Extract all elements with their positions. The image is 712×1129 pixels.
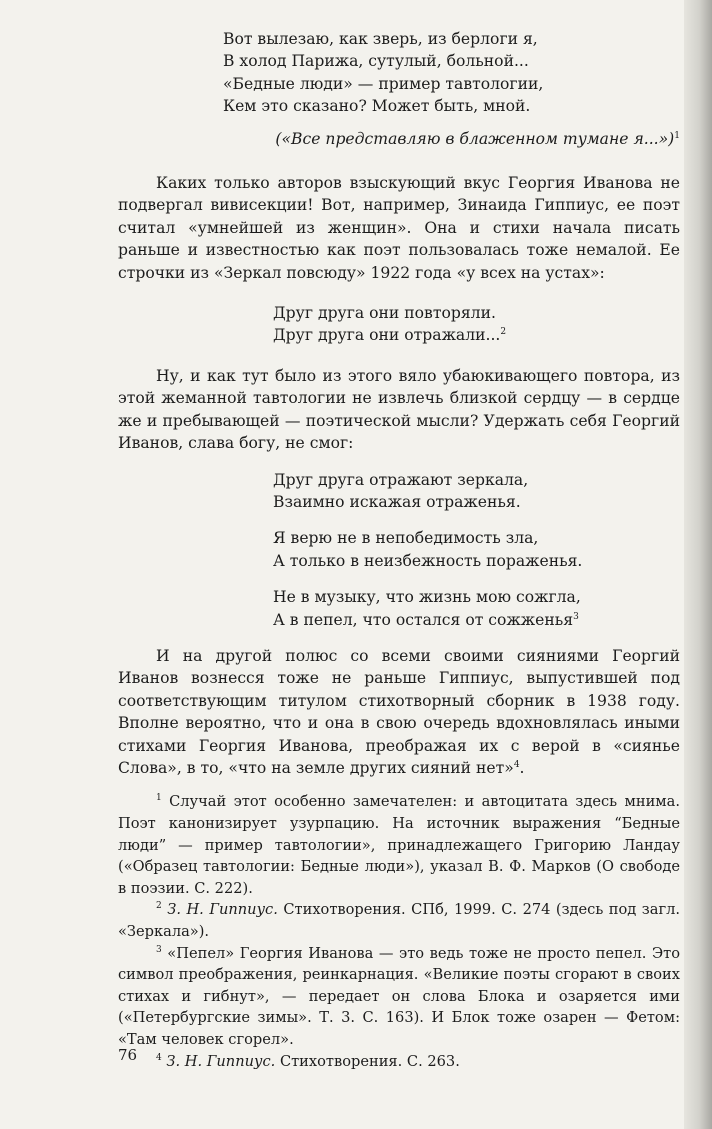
poem-line: Друг друга отражают зеркала, <box>273 470 529 489</box>
footnote-ref: 4 <box>513 759 520 770</box>
footnote: $^2$ З. Н. Гиппиус. Стихотворения. СПб, 1999. С. 274 (здесь под загл. «Зеркала»). <box>118 901 681 940</box>
poem-epigraph <box>223 28 680 118</box>
poem-line: А в пепел, что остался от сожженья <box>273 610 574 629</box>
stanza <box>273 586 680 631</box>
paragraph: Каких только авторов взыскующий вкус Георгия Иванова не подвергал вивисекции! Вот, например, Зинаида Гиппиус, ее поэт считал «умнейшей из женщин». Она и стихи начала писать раньше и известностью как поэт пользовалась тоже немалой. Ее строчки из «Зеркал повсюду» 1922 года «у всех на устах»: <box>118 174 680 282</box>
poem-line: Кем это сказано? Может быть, мной. <box>223 97 531 116</box>
poem-line: Взаимно искажая отраженья. <box>273 492 521 511</box>
poem-line: А только в неизбежность пораженья. <box>273 551 583 570</box>
page-edge <box>684 0 712 1129</box>
poem-line: Я верю не в непобедимость зла, <box>273 529 539 548</box>
footnote: $^3$ «Пепел» Георгия Иванова — это ведь тоже не просто пепел. Это символ преображения, реинкарнация. «Великие поэты сгорают в своих стихах и гибнут», — передает он слова Блока и озаряется ими («Петербургские зимы». Т. 3. С. 163). И Блок тоже озарен — Фетом: «Там человек сгорел». <box>118 944 681 1048</box>
book-page <box>118 28 680 1072</box>
poem-ivanov <box>118 469 680 631</box>
poem-line: Вот вылезаю, как зверь, из берлоги я, <box>223 30 538 48</box>
footnote: $^4$ З. Н. Гиппиус. Стихотворения. С. 263. <box>156 1052 460 1070</box>
stanza <box>273 527 680 572</box>
poem-line: Друг друга они отражали... <box>273 326 501 345</box>
poem-line: В холод Парижа, сутулый, больной... <box>223 52 529 71</box>
poem-line: Не в музыку, что жизнь мою сожгла, <box>273 588 581 607</box>
poem-attribution: («Все представляю в блаженном тумане я...»)$^1$ <box>275 129 680 148</box>
footnote-ref: 1 <box>674 130 680 141</box>
poem-quote <box>273 302 680 347</box>
footnote-ref: 2 <box>500 327 507 338</box>
footnotes <box>118 791 680 1072</box>
stanza <box>273 469 680 514</box>
footnote-ref: 3 <box>573 611 579 622</box>
paragraph: И на другой полюс со всеми своими сияниями Георгий Иванов вознесся тоже не раньше Гиппиус, выпустившей под соответствующим титулом стихотворный сборник в 1938 году. Вполне вероятно, что и она в свою очередь вдохновлялась иными стихами Георгия Иванова, преображая их с верой в «сиянье Слова», в то, «что на земле других сияний нет»$^4$. <box>118 646 680 777</box>
footnote: $^1$ Случай этот особенно замечателен: и автоцитата здесь мнима. Поэт канонизирует узурпацию. На источник выражения “Бедные люди” — пример тавтологии», принадлежащего Григорию Ландау («Образец тавтологии: Бедные люди»), указал В. Ф. Марков (О свободе в поэзии. С. 222). <box>118 793 680 897</box>
paragraph: Ну, и как тут было из этого вяло убаюкивающего повтора, из этой жеманной тавтологии не извлечь близкой сердцу — в сердце же и пребывающей — поэтической мысли? Удержать себя Георгий Иванов, слава богу, не смог: <box>118 366 680 453</box>
page-number: 76 <box>118 1046 138 1064</box>
poem-line: «Бедные люди» — пример тавтологии, <box>223 74 544 93</box>
poem-line: Друг друга они повторяли. <box>273 304 496 323</box>
